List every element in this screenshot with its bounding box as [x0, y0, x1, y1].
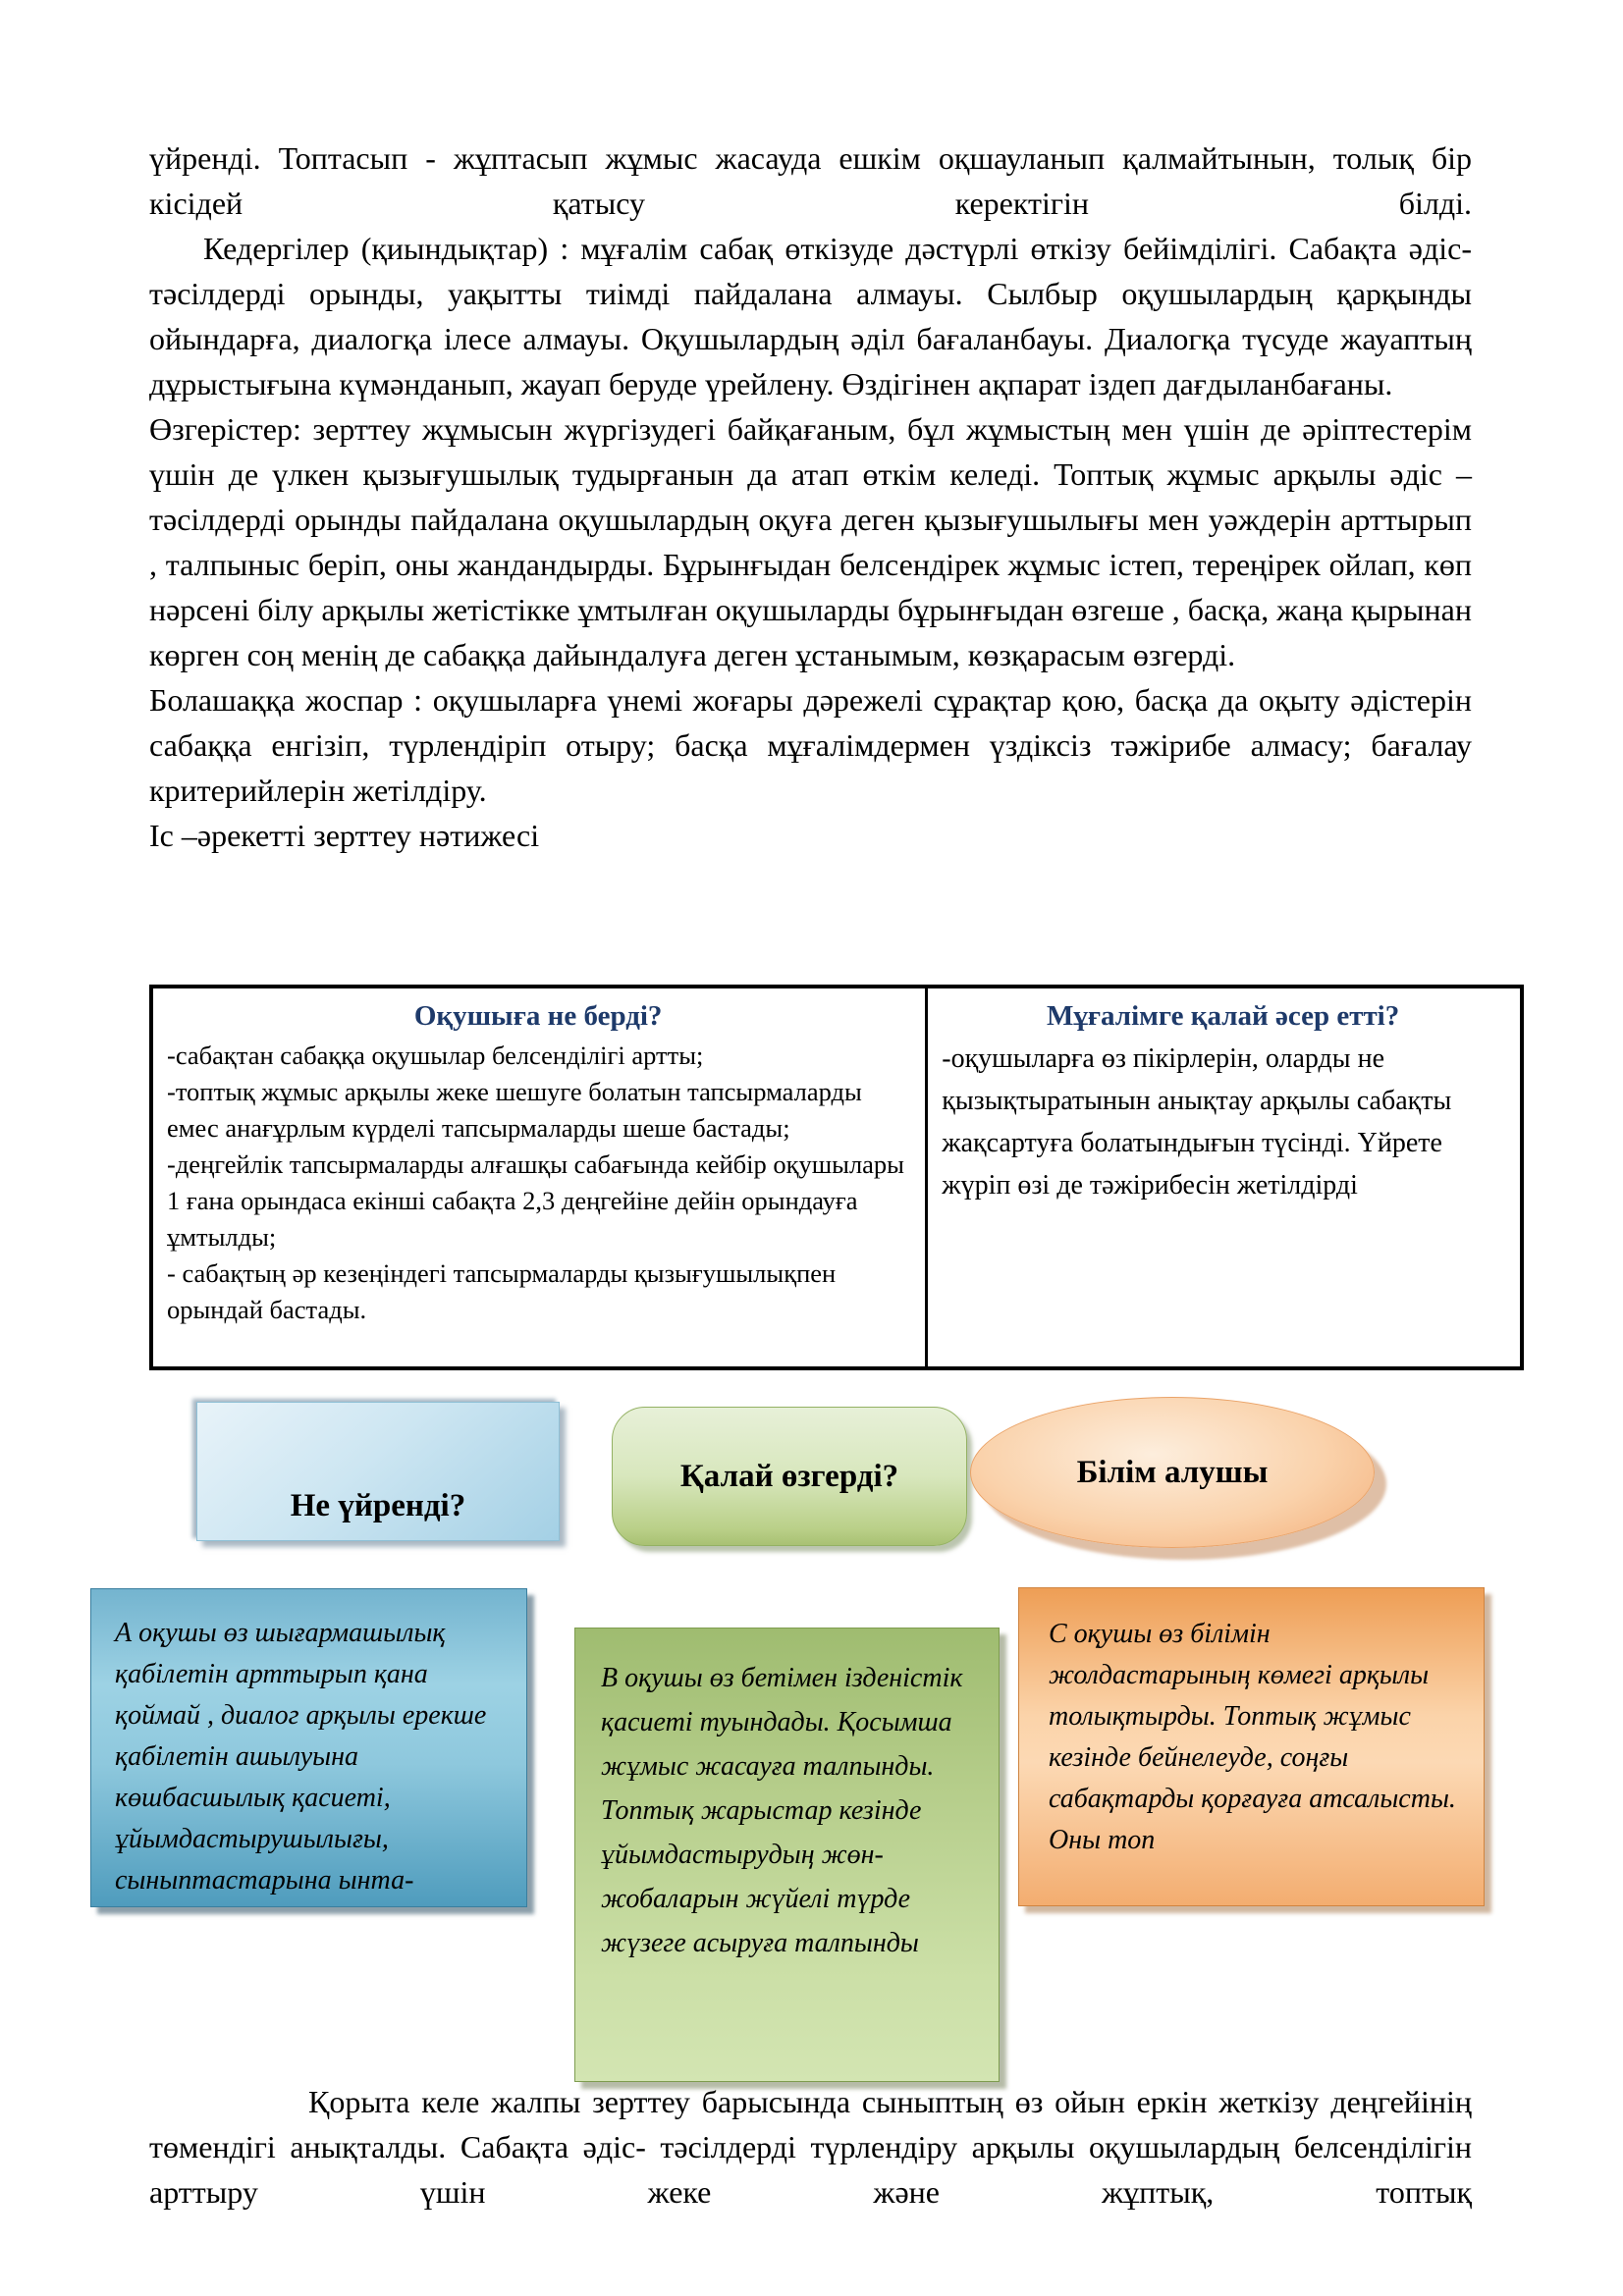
table-header-teacher: Мұғалімге қалай әсер етті?	[1047, 1000, 1400, 1032]
table-student-item: - сабақтың әр кезеңіндегі тапсырмаларды қызығушылықпен орындай бастады.	[167, 1258, 837, 1324]
student-b-box: В оқушы өз бетімен ізденістік қасиеті туындады. Қосымша жұмыс жасауға талпынды. Топтық жарыстар кезінде ұйымдастырудың жөн-жобаларын жүйелі түрде жүзеге асыруға талпынды	[574, 1628, 1000, 2082]
table-student-item: -сабақтан сабаққа оқушылар белсенділігі артты;	[167, 1041, 704, 1070]
question-box-what-learned	[196, 1402, 560, 1541]
question-box-how-changed-label: Қалай өзгерді?	[679, 1458, 899, 1494]
paragraph-obstacles: Кедергілер (қиындықтар) : мұғалім сабақ өткізуде дәстүрлі өткізу бейімділігі. Сабақта әдіс- тәсілдерді орынды, уақытты тиімді пайдалана алмауы. Сылбыр оқушылардың қарқынды ойындарға, диалогқа ілесе алмауы. Оқушылардың әділ бағаланбауы. Диалогқа түсуде жауаптың дұрыстығына күмәнданып, жауап беруде үрейлену. Өздігінен ақпарат іздеп дағдыланбағаны.	[149, 231, 1472, 401]
body-text-block	[149, 135, 1472, 858]
results-table	[149, 985, 1524, 1370]
student-c-box: С оқушы өз білімін жолдастарының көмегі арқылы толықтырды. Топтық жұмыс кезінде бейнелеуде, соңғы сабақтарды қорғауға атсалысты. Оны топ	[1018, 1587, 1485, 1906]
table-header-student: Оқушыға не берді?	[413, 1000, 663, 1032]
table-cell-teacher	[928, 988, 1520, 1366]
table-cell-student	[153, 988, 928, 1366]
table-student-item: -деңгейлік тапсырмаларды алғашқы сабағында кейбір оқушылары 1 ғана орындаса екінші сабақта 2,3 деңгейіне дейін орындауға ұмтылды;	[167, 1149, 904, 1252]
table-student-item: -топтық жұмыс арқылы жеке шешуге болатын тапсырмаларды емес анағұрлым күрделі тапсырмаларды шеше бастады;	[167, 1077, 862, 1143]
paragraph-research-result-title: Іс –әрекетті зерттеу нәтижесі	[149, 818, 540, 853]
ellipse-learner-label: Білім алушы	[1076, 1454, 1269, 1490]
paragraph-changes: Өзгерістер: зерттеу жұмысын жүргізудегі байқағаным, бұл жұмыстың мен үшін де әріптестерім үшін де үлкен қызығушылық тудырғанын да атап өткім келеді. Топтық жұмыс арқылы әдіс – тәсілдерді орынды пайдалана оқушылардың оқуға деген қызығушылығы мен уәждерін арттырып , талпыныс беріп, оны жандандырды. Бұрынғыдан белсендірек жұмыс істеп, тереңірек ойлап, көп нәрсені білу арқылы жетістікке ұмтылған оқушыларды бұрынғыдан өзгеше , басқа, жаңа қырынан көрген соң менің де сабаққа дайындалуға деген ұстанымым, көзқарасым өзгерді.	[149, 411, 1472, 672]
table-teacher-text: -оқушыларға өз пікірлерін, оларды не қызықтыратынын анықтау арқылы сабақты жақсартуға болатындығын түсінді. Үйрете жүріп өзі де тәжірибесін жетілдірді	[942, 1043, 1452, 1201]
closing-paragraph: Қорыта келе жалпы зерттеу барысында сыныптың өз ойын еркін жеткізу деңгейінің төмендігі анықталды. Сабақта әдіс- тәсілдерді түрлендіру арқылы оқушылардың белсенділігін арттыру үшін жеке және жұптық, топтық	[149, 2084, 1472, 2210]
ellipse-learner	[970, 1397, 1375, 1548]
paragraph-learned: үйренді. Топтасып - жұптасып жұмыс жасауда ешкім оқшауланып қалмайтынын, толық бір кісідей қатысу керектігін білді.	[149, 140, 1472, 221]
question-box-what-learned-label: Не үйренді?	[290, 1488, 466, 1523]
student-a-box: А оқушы өз шығармашылық қабілетін арттырып қана қоймай , диалог арқылы ерекше қабілетін ашылуына көшбасшылық қасиеті, ұйымдастырушылығы, сыныптастарына ынта-	[90, 1588, 527, 1907]
question-box-how-changed	[612, 1407, 967, 1546]
paragraph-future-plan: Болашаққа жоспар : оқушыларға үнемі жоғары дәрежелі сұрақтар қою, басқа да оқыту әдістерін сабаққа енгізіп, түрлендіріп отыру; басқа мұғалімдермен үздіксіз тәжірибе алмасу; бағалау критерийлерін жетілдіру.	[149, 682, 1472, 808]
